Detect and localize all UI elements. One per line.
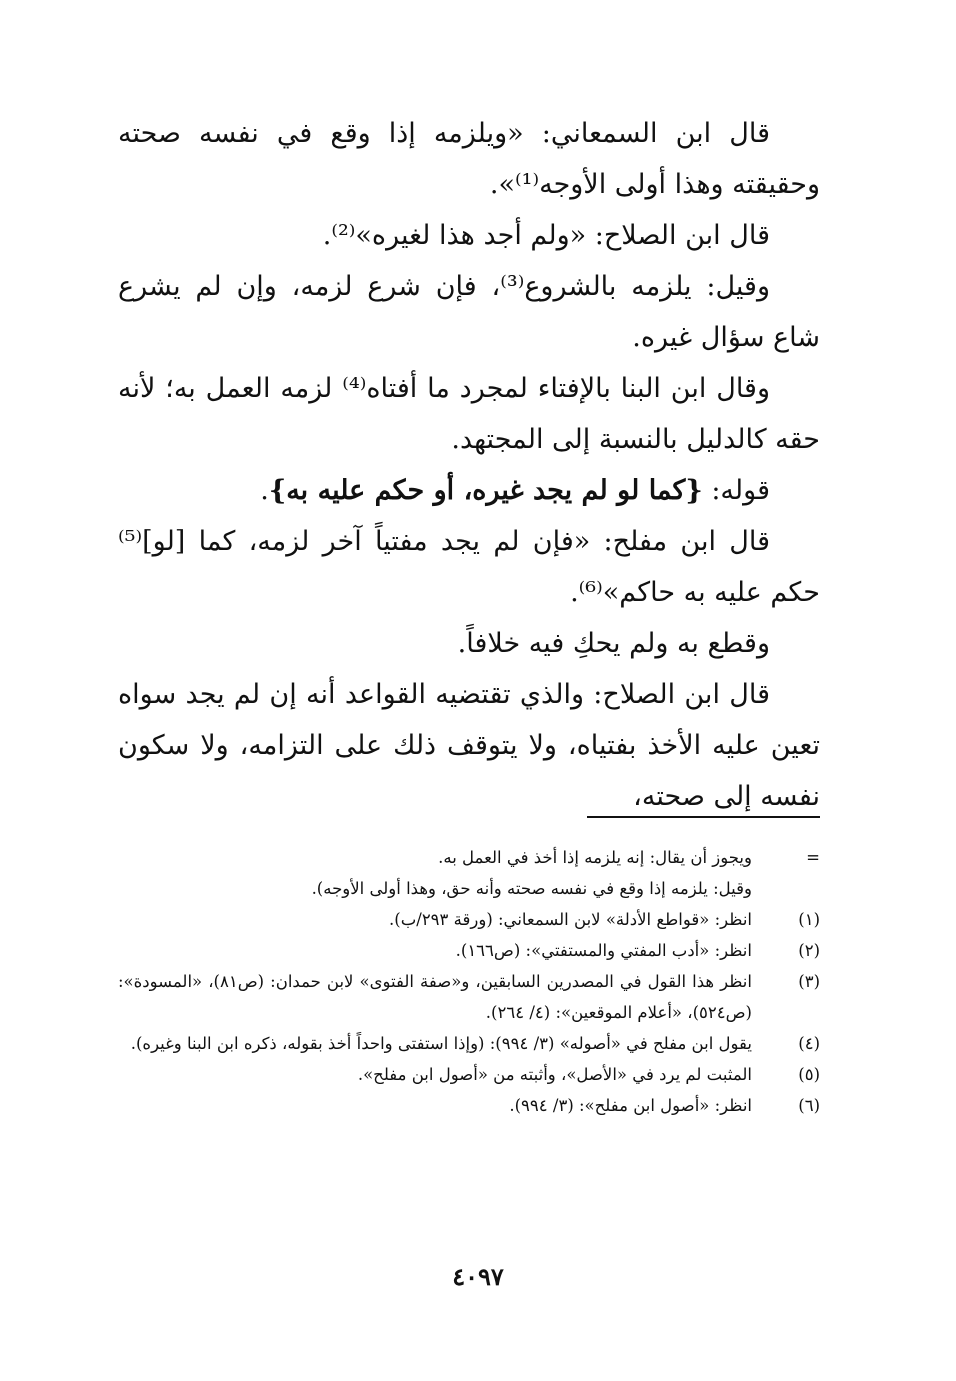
footnote-5: [118, 1059, 820, 1090]
footnotes: [118, 842, 820, 1121]
footnote-text: يقول ابن مفلح في «أصوله» (٣/ ٩٩٤): (وإذا استفتى واحداً أخذ بقوله، ذكره ابن البنا وغيره).: [130, 1034, 752, 1053]
footnote-number: (٢): [798, 941, 820, 960]
footnote-4: [118, 1028, 820, 1059]
paragraph-4: وقال ابن البنا بالإفتاء لمجرد ما أفتاه⁽⁴⁾ لزمه العمل به؛ لأنه حقه كالدليل بالنسبة إلى المجتهد.: [118, 373, 820, 455]
paragraph-5-prefix: قوله:: [702, 475, 770, 506]
main-text: [118, 108, 820, 822]
footnote-number: (١): [798, 910, 820, 929]
footnote-2: [118, 935, 820, 966]
footnote-1: [118, 904, 820, 935]
continuation-line-1: ويجوز أن يقال: إنه يلزمه إذا أخذ في العمل به.: [438, 848, 752, 867]
footnote-continuation: [118, 842, 820, 873]
paragraph-7: وقطع به ولم يحكِ فيه خلافاً.: [457, 628, 770, 659]
paragraph-1: قال ابن السمعاني: «ويلزمه إذا وقع في نفسه صحته وحقيقته وهذا أولى الأوجه⁽¹⁾».: [118, 118, 820, 200]
paragraph-3: وقيل: يلزمه بالشروع⁽³⁾، فإن شرع لزمه، وإن لم يشرع شاع سؤال غيره.: [118, 271, 820, 353]
footnote-text: انظر: «أصول ابن مفلح»: (٣/ ٩٩٤).: [509, 1096, 752, 1115]
paragraph-2: قال ابن الصلاح: «ولم أجد هذا لغيره»⁽²⁾.: [322, 220, 770, 251]
footnote-text: انظر هذا القول في المصدرين السابقين، و«صفة الفتوى» لابن حمدان: (ص٨١)، «المسودة»: (ص٥٢٤)، «أعلام الموقعين»: (٤/ ٢٦٤).: [118, 972, 752, 1022]
continuation-marker: =: [806, 848, 820, 867]
paragraph-5-suffix: .: [260, 475, 269, 506]
footnote-text: انظر: «أدب المفتي والمستفتي»: (ص١٦٦).: [455, 941, 752, 960]
page-number: ٤٠٩٧: [452, 1262, 504, 1291]
footnote-text: انظر: «قواطع الأدلة» لابن السمعاني: (ورقة ٢٩٣/ب).: [389, 910, 752, 929]
continuation-line-2: وقيل: يلزمه إذا وقع في نفسه صحته وأنه حق، وهذا أولى الأوجه).: [311, 879, 752, 898]
footnote-separator: [587, 816, 820, 818]
footnote-number: (٦): [798, 1096, 820, 1115]
footnote-6: [118, 1090, 820, 1121]
paragraph-5-quote: {كما لو لم يجد غيره، أو حكم عليه به}: [268, 475, 703, 506]
paragraph-5: [118, 465, 820, 516]
footnote-number: (٤): [798, 1034, 820, 1053]
footnote-number: (٥): [798, 1065, 820, 1084]
paragraph-8: قال ابن الصلاح: والذي تقتضيه القواعد أنه إن لم يجد سواه تعين عليه الأخذ بفتياه، ولا يتوقف ذلك على التزامه، ولا سكون نفسه إلى صحته،: [118, 679, 820, 812]
paragraph-6: قال ابن مفلح: «فإن لم يجد مفتياً آخر لزمه، كما [لو]⁽⁵⁾ حكم عليه به حاكم»⁽⁶⁾.: [118, 526, 820, 608]
footnote-3: [118, 966, 820, 1028]
footnote-number: (٣): [798, 972, 820, 991]
footnote-continuation-2: [118, 873, 820, 904]
footnote-text: المثبت لم يرد في «الأصل»، وأثبته من «أصول ابن مفلح».: [357, 1065, 752, 1084]
